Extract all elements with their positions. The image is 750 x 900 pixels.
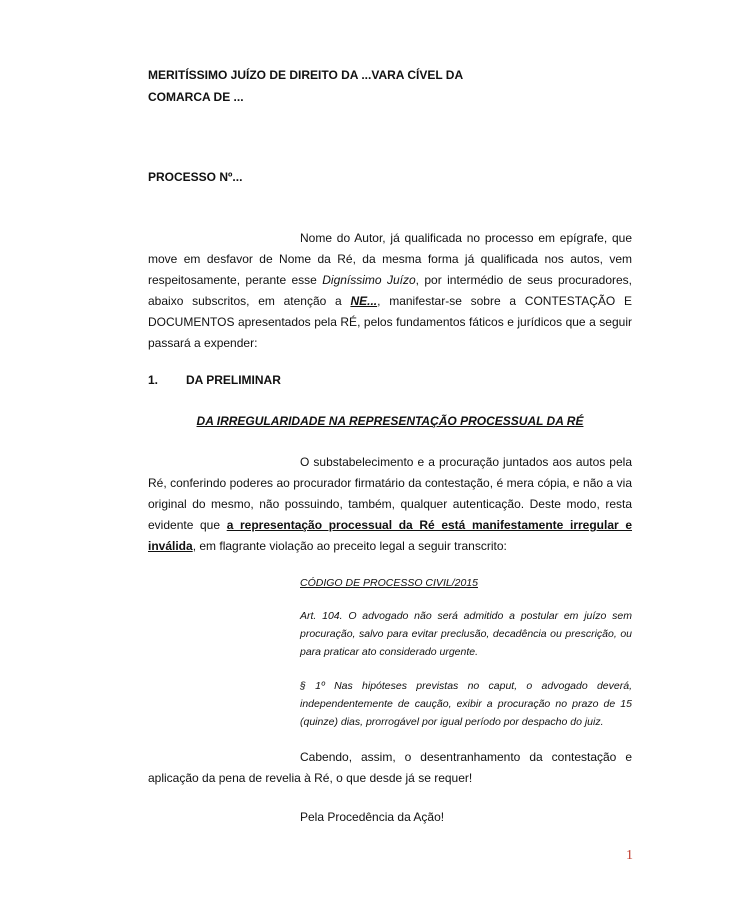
emphasis-text: a representação processual da Ré está manifestamente irregular e <box>226 518 633 532</box>
quote-paragraph-line-2: independentemente de caução, exibir a procuração no prazo de 15 <box>300 698 632 710</box>
section-number: 1. <box>148 373 159 387</box>
process-number: PROCESSO Nº... <box>148 170 243 184</box>
intro-line-4: abaixo subscritos, em atenção a NE..., manifestar-se sobre a CONTESTAÇÃO E <box>148 294 632 308</box>
closing-line-2: aplicação da pena de revelia à Ré, o que desde já se requer! <box>148 771 473 785</box>
body-line-4: evidente que a representação processual da Ré está manifestamente irregular e <box>148 518 633 532</box>
quote-paragraph-line-1: § 1º Nas hipóteses previstas no caput, o advogado deverá, <box>300 680 632 692</box>
page-number: 1 <box>626 848 633 863</box>
intro-line-3: respeitosamente, perante esse Digníssimo Juízo, por intermédio de seus procuradores, <box>148 273 633 287</box>
closing-line-1: Cabendo, assim, o desentranhamento da contestação e <box>300 750 632 764</box>
ne-reference: NE... <box>350 294 378 308</box>
intro-line-6: passará a expender: <box>148 336 258 350</box>
quote-title: CÓDIGO DE PROCESSO CIVIL/2015 <box>300 577 478 589</box>
honorific-text: Digníssimo Juízo <box>322 273 416 287</box>
quote-article-line-1: Art. 104. O advogado não será admitido a postular em juízo sem <box>300 610 632 622</box>
emphasis-text-invalid: inválida <box>148 539 193 553</box>
quote-article-line-3: para praticar ato considerado urgente. <box>300 646 479 658</box>
quote-article-line-2: procuração, salvo para evitar preclusão, decadência ou prescrição, ou <box>300 628 632 640</box>
intro-line-2: move em desfavor de Nome da Ré, da mesma forma já qualificada nos autos, vem <box>148 252 632 266</box>
body-line-1: O substabelecimento e a procuração juntados aos autos pela <box>300 455 632 469</box>
court-heading-line-2: COMARCA DE ... <box>148 90 244 104</box>
intro-line-1: Nome do Autor, já qualificada no processo em epígrafe, que <box>300 231 632 245</box>
section-title: DA PRELIMINAR <box>186 373 281 387</box>
quote-paragraph-line-3: (quinze) dias, prorrogável por igual período por despacho do juiz. <box>300 716 604 728</box>
section-subtitle: DA IRREGULARIDADE NA REPRESENTAÇÃO PROCESSUAL DA RÉ <box>196 414 584 428</box>
intro-line-5: DOCUMENTOS apresentados pela RÉ, pelos fundamentos fáticos e jurídicos que a seguir <box>148 315 632 329</box>
court-heading-line-1: MERITÍSSIMO JUÍZO DE DIREITO DA ...VARA CÍVEL DA <box>148 68 464 82</box>
body-line-5: inválida, em flagrante violação ao preceito legal a seguir transcrito: <box>148 539 507 553</box>
body-line-3: original do mesmo, não possuindo, também, qualquer autenticação. Deste modo, resta <box>148 497 632 511</box>
body-line-2: Ré, conferindo poderes ao procurador firmatário da contestação, é mera cópia, e não a via <box>148 476 632 490</box>
closing-line-3: Pela Procedência da Ação! <box>300 810 445 824</box>
